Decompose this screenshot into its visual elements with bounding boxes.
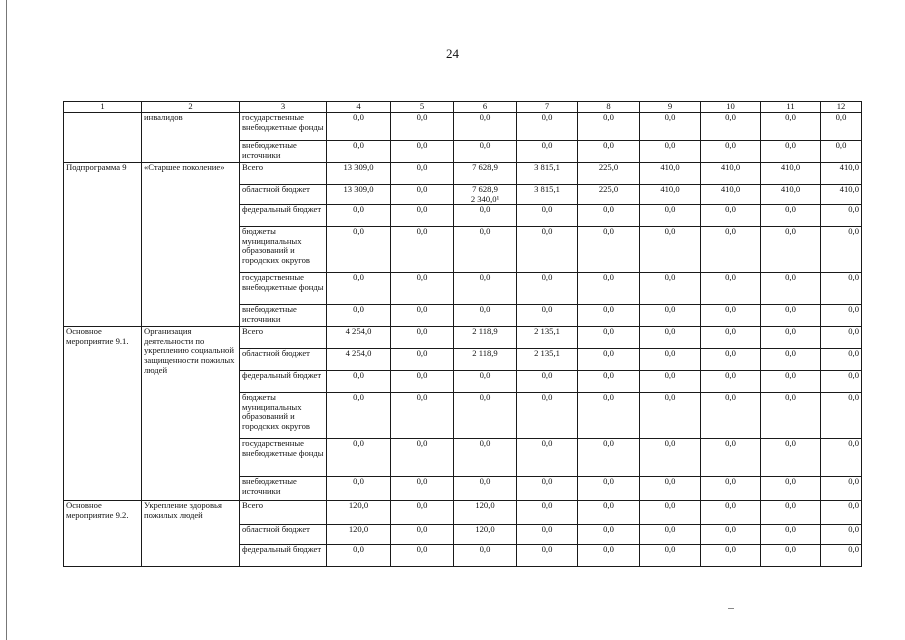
- value-cell: 0,0: [578, 439, 640, 477]
- value-cell: 0,0: [391, 113, 454, 141]
- value-cell: 0,0: [701, 273, 761, 305]
- value-cell: 0,0: [454, 305, 517, 327]
- value-cell: 0,0: [391, 273, 454, 305]
- value-cell: [454, 185, 517, 205]
- value-cell: 0,0: [701, 349, 761, 371]
- funding-source-cell: областной бюджет: [240, 185, 327, 205]
- value-cell: 0,0: [391, 185, 454, 205]
- value-cell: 0,0: [701, 525, 761, 545]
- value-cell: 120,0: [327, 501, 391, 525]
- value-cell: 0,0: [761, 371, 821, 393]
- program-name-cell: Основное мероприятие 9.2.: [64, 501, 142, 567]
- value-cell: 0,0: [701, 141, 761, 163]
- col-header: 6: [454, 102, 517, 113]
- table-row: [64, 113, 862, 141]
- value-cell: 0,0: [517, 545, 578, 567]
- col-header: 3: [240, 102, 327, 113]
- value-cell: 410,0: [701, 163, 761, 185]
- value-cell: 0,0: [821, 305, 862, 327]
- value-cell: 0,0: [821, 227, 862, 273]
- value-cell: 0,0: [761, 327, 821, 349]
- value-cell: 0,0: [761, 227, 821, 273]
- value-cell: 0,0: [821, 273, 862, 305]
- value-cell: 0,0: [821, 439, 862, 477]
- value-cell: 0,0: [821, 205, 862, 227]
- value-cell: 0,0: [761, 141, 821, 163]
- value-cell: 0,0: [701, 371, 761, 393]
- value-cell: 2 135,1: [517, 349, 578, 371]
- value-cell: 0,0: [454, 205, 517, 227]
- funding-source-cell: Всего: [240, 501, 327, 525]
- value-cell: 0,0: [454, 439, 517, 477]
- value-cell: 0,0: [761, 273, 821, 305]
- value-cell: 0,0: [454, 227, 517, 273]
- value-cell: 120,0: [454, 501, 517, 525]
- value-cell: 0,0: [391, 205, 454, 227]
- value-cell: 0,0: [391, 305, 454, 327]
- footnote-value: 2 340,0¹: [470, 193, 500, 204]
- value-cell: 0,0: [578, 141, 640, 163]
- col-header: 1: [64, 102, 142, 113]
- value-cell: 0,0: [327, 113, 391, 141]
- value-cell: 0,0: [391, 477, 454, 501]
- value-cell: 120,0: [327, 525, 391, 545]
- value-cell: 0,0: [517, 305, 578, 327]
- funding-source-cell: бюджеты муниципальных образований и городских округов: [240, 393, 327, 439]
- table-row: [64, 327, 862, 349]
- value-cell: 0,0: [327, 205, 391, 227]
- value-cell: 0,0: [578, 113, 640, 141]
- value-cell: 4 254,0: [327, 349, 391, 371]
- program-name-cell: Подпрограмма 9: [64, 163, 142, 327]
- program-title-cell: Организация деятельности по укреплению социальной защищенности пожилых людей: [142, 327, 240, 501]
- value-cell: 13 309,0: [327, 185, 391, 205]
- left-margin-rule: [6, 0, 7, 640]
- value-cell: 0,0: [821, 371, 862, 393]
- value-cell: 0,0: [701, 501, 761, 525]
- program-title-cell: Укрепление здоровья пожилых людей: [142, 501, 240, 567]
- value-cell: 0,0: [391, 393, 454, 439]
- value-cell: 0,0: [821, 525, 862, 545]
- funding-source-cell: государственные внебюджетные фонды: [240, 273, 327, 305]
- value-cell: 0,0: [517, 393, 578, 439]
- value-cell: 410,0: [761, 185, 821, 205]
- value-cell: 0,0: [821, 477, 862, 501]
- value-cell: 0,0: [640, 327, 701, 349]
- value-cell: 225,0: [578, 163, 640, 185]
- value-cell: 0,0: [701, 477, 761, 501]
- value-cell: 0,0: [327, 545, 391, 567]
- value-cell: 0,0: [517, 205, 578, 227]
- value-cell: 0,0: [701, 393, 761, 439]
- value-cell: 0,0: [391, 141, 454, 163]
- value-cell: 0,0: [517, 525, 578, 545]
- value-cell: 0,0: [640, 273, 701, 305]
- program-title-cell: «Старшее поколение»: [142, 163, 240, 327]
- value-cell: 0,0: [327, 477, 391, 501]
- table-row: [64, 501, 862, 525]
- value-cell: 0,0: [640, 545, 701, 567]
- value-cell: 0,0: [761, 525, 821, 545]
- value-cell: 0,0: [761, 393, 821, 439]
- value-cell: 0,0: [761, 477, 821, 501]
- value-cell: 0,0: [454, 371, 517, 393]
- value-cell: 2 135,1: [517, 327, 578, 349]
- value-cell: 0,0: [821, 545, 862, 567]
- value-cell: 0,0: [391, 163, 454, 185]
- value-cell: 0,0: [640, 393, 701, 439]
- value-cell: 0,0: [327, 227, 391, 273]
- value-cell: 0,0: [391, 371, 454, 393]
- value-cell: 120,0: [454, 525, 517, 545]
- value-cell: 410,0: [640, 185, 701, 205]
- value-cell: 0,0: [327, 393, 391, 439]
- funding-source-cell: бюджеты муниципальных образований и городских округов: [240, 227, 327, 273]
- col-header: 11: [761, 102, 821, 113]
- value-cell: 0,0: [640, 113, 701, 141]
- value-cell: 0,0: [578, 545, 640, 567]
- value-cell: 0,0: [761, 501, 821, 525]
- value-cell: 0,0: [578, 477, 640, 501]
- value-cell: 0,0: [578, 393, 640, 439]
- value-cell: 2 118,9: [454, 327, 517, 349]
- value-cell: 0,0: [517, 141, 578, 163]
- value-cell: 0,0: [391, 525, 454, 545]
- value-text: 7 628,9: [472, 184, 498, 194]
- value-cell: 0,0: [701, 545, 761, 567]
- value-cell: 0,0: [701, 205, 761, 227]
- value-cell: 410,0: [640, 163, 701, 185]
- funding-source-cell: внебюджетные источники: [240, 305, 327, 327]
- funding-source-cell: областной бюджет: [240, 349, 327, 371]
- value-cell: 0,0: [640, 349, 701, 371]
- value-cell: 0,0: [517, 113, 578, 141]
- value-cell: 0,0: [578, 349, 640, 371]
- funding-source-cell: Всего: [240, 163, 327, 185]
- value-cell: 0,0: [391, 227, 454, 273]
- value-cell: 0,0: [640, 525, 701, 545]
- value-cell: 0,0: [821, 393, 862, 439]
- value-cell: 0,0: [454, 545, 517, 567]
- program-name-cell: Основное мероприятие 9.1.: [64, 327, 142, 501]
- value-cell: 0,0: [327, 371, 391, 393]
- value-cell: 0,0: [761, 305, 821, 327]
- value-cell: 0,0: [761, 545, 821, 567]
- value-cell: 0,0: [640, 227, 701, 273]
- value-cell: 0,0: [517, 273, 578, 305]
- value-cell: 3 815,1: [517, 185, 578, 205]
- value-cell: 0,0: [454, 477, 517, 501]
- page-mark: [728, 608, 734, 609]
- value-cell: 0,0: [821, 141, 862, 163]
- value-cell: 0,0: [701, 227, 761, 273]
- value-cell: 0,0: [391, 327, 454, 349]
- value-cell: 0,0: [517, 371, 578, 393]
- value-cell: 410,0: [821, 185, 862, 205]
- value-cell: 0,0: [761, 205, 821, 227]
- value-cell: 0,0: [517, 501, 578, 525]
- funding-source-cell: Всего: [240, 327, 327, 349]
- value-cell: 2 118,9: [454, 349, 517, 371]
- value-cell: 0,0: [640, 501, 701, 525]
- col-header: 10: [701, 102, 761, 113]
- value-cell: 0,0: [517, 439, 578, 477]
- value-cell: 0,0: [821, 327, 862, 349]
- value-cell: 0,0: [821, 501, 862, 525]
- value-cell: 0,0: [640, 305, 701, 327]
- value-cell: 0,0: [640, 439, 701, 477]
- col-header: 7: [517, 102, 578, 113]
- value-cell: 0,0: [821, 349, 862, 371]
- funding-source-cell: внебюджетные источники: [240, 141, 327, 163]
- funding-source-cell: государственные внебюджетные фонды: [240, 113, 327, 141]
- value-cell: 13 309,0: [327, 163, 391, 185]
- program-title-cell: инвалидов: [142, 113, 240, 163]
- value-cell: 7 628,9: [454, 163, 517, 185]
- value-cell: 0,0: [761, 113, 821, 141]
- funding-source-cell: внебюджетные источники: [240, 477, 327, 501]
- value-cell: 0,0: [454, 113, 517, 141]
- col-header: 2: [142, 102, 240, 113]
- value-cell: 0,0: [761, 439, 821, 477]
- funding-source-cell: государственные внебюджетные фонды: [240, 439, 327, 477]
- col-header: 5: [391, 102, 454, 113]
- value-cell: 225,0: [578, 185, 640, 205]
- value-cell: 0,0: [391, 545, 454, 567]
- col-header: 9: [640, 102, 701, 113]
- col-header: 8: [578, 102, 640, 113]
- value-cell: 4 254,0: [327, 327, 391, 349]
- value-cell: 0,0: [517, 227, 578, 273]
- value-cell: 0,0: [701, 327, 761, 349]
- value-cell: 0,0: [578, 205, 640, 227]
- value-cell: 0,0: [391, 501, 454, 525]
- funding-source-cell: федеральный бюджет: [240, 371, 327, 393]
- value-cell: 3 815,1: [517, 163, 578, 185]
- value-cell: 0,0: [578, 305, 640, 327]
- value-cell: 0,0: [761, 349, 821, 371]
- header-row: [64, 102, 862, 113]
- funding-source-cell: федеральный бюджет: [240, 205, 327, 227]
- col-header: 12: [821, 102, 862, 113]
- value-cell: 0,0: [640, 205, 701, 227]
- value-cell: 0,0: [701, 439, 761, 477]
- value-cell: 0,0: [640, 477, 701, 501]
- value-cell: 0,0: [640, 141, 701, 163]
- funding-source-cell: областной бюджет: [240, 525, 327, 545]
- value-cell: 0,0: [701, 305, 761, 327]
- value-cell: 410,0: [761, 163, 821, 185]
- value-cell: 0,0: [578, 371, 640, 393]
- value-cell: 410,0: [821, 163, 862, 185]
- value-cell: 0,0: [391, 349, 454, 371]
- program-name-cell: [64, 113, 142, 163]
- col-header: 4: [327, 102, 391, 113]
- value-cell: 0,0: [578, 525, 640, 545]
- value-cell: 0,0: [578, 501, 640, 525]
- value-cell: 0,0: [517, 477, 578, 501]
- value-cell: 410,0: [701, 185, 761, 205]
- value-cell: 0,0: [327, 439, 391, 477]
- value-cell: 0,0: [821, 113, 862, 141]
- value-cell: 0,0: [578, 327, 640, 349]
- value-cell: 0,0: [327, 273, 391, 305]
- value-cell: 0,0: [327, 141, 391, 163]
- table-body: [64, 113, 862, 567]
- value-cell: 0,0: [578, 227, 640, 273]
- funding-source-cell: федеральный бюджет: [240, 545, 327, 567]
- value-cell: 0,0: [327, 305, 391, 327]
- page-number: 24: [446, 46, 459, 61]
- funding-table: [63, 101, 862, 567]
- value-cell: 0,0: [454, 393, 517, 439]
- value-cell: 0,0: [701, 113, 761, 141]
- value-cell: 0,0: [454, 273, 517, 305]
- value-cell: 0,0: [578, 273, 640, 305]
- table-row: [64, 163, 862, 185]
- value-cell: 0,0: [391, 439, 454, 477]
- value-cell: 0,0: [454, 141, 517, 163]
- value-cell: 0,0: [640, 371, 701, 393]
